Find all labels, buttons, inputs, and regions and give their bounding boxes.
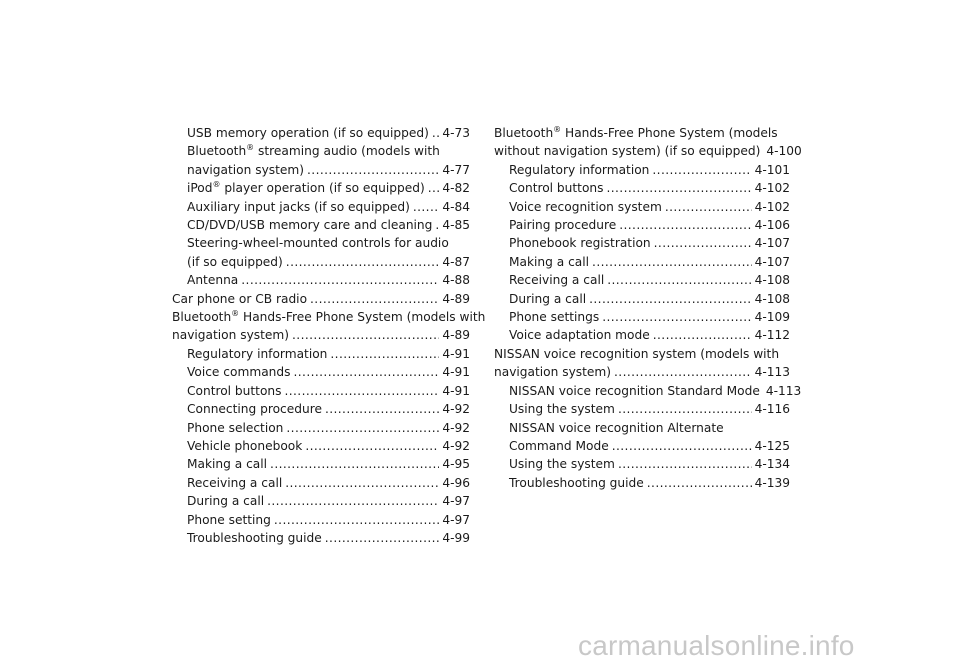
toc-column-left: [172, 124, 486, 547]
toc-entry[interactable]: [494, 253, 790, 271]
toc-entry[interactable]: [172, 419, 470, 437]
dot-leader: [618, 400, 752, 418]
toc-entry-title: Steering-wheel-mounted controls for audio: [187, 236, 449, 251]
toc-entry[interactable]: [172, 198, 470, 216]
toc-page-number: 4-113: [754, 365, 790, 380]
toc-page-number: 4-101: [754, 162, 790, 177]
toc-page-number: 4-96: [442, 475, 470, 490]
toc-entry[interactable]: [172, 529, 470, 547]
dot-leader: [325, 400, 439, 418]
toc-entry[interactable]: [494, 198, 790, 216]
toc-page-number: 4-89: [442, 291, 470, 306]
toc-page-number: 4-112: [754, 328, 790, 343]
toc-entry-title: navigation system): [172, 328, 290, 343]
toc-entry[interactable]: [172, 363, 470, 381]
toc-page-number: 4-77: [442, 162, 470, 177]
toc-entry[interactable]: [172, 179, 470, 197]
toc-page-number: 4-95: [442, 457, 470, 472]
toc-page-number: 4-106: [754, 218, 790, 233]
toc-entry[interactable]: [494, 271, 790, 289]
toc-page-number: 4-108: [754, 273, 790, 288]
toc-page-number: 4-91: [442, 365, 470, 380]
toc-entry[interactable]: [172, 455, 470, 473]
toc-entry-title: Voice commands: [187, 365, 291, 380]
toc-entry[interactable]: [172, 271, 470, 289]
toc-page-number: 4-97: [442, 512, 470, 527]
dot-leader: [286, 253, 440, 271]
toc-entry-title: navigation system): [187, 162, 305, 177]
toc-page-number: 4-102: [754, 199, 790, 214]
toc-entry-title: Phone settings: [509, 310, 600, 325]
toc-entry-title: Control buttons: [187, 383, 282, 398]
dot-leader: [589, 290, 751, 308]
dot-leader: [592, 253, 752, 271]
toc-entry-title: Bluetooth® streaming audio (models with: [187, 143, 440, 159]
toc-entry-title: Phonebook registration: [509, 236, 651, 251]
toc-entry-title: NISSAN voice recognition Alternate: [509, 420, 724, 435]
toc-page-number: 4-91: [442, 383, 470, 398]
toc-page-number: 4-82: [442, 181, 470, 196]
toc-entry-title: Phone setting: [187, 512, 271, 527]
toc-entry-title: Phone selection: [187, 420, 284, 435]
dot-leader: [618, 455, 752, 473]
toc-entry-title: navigation system): [494, 365, 612, 380]
dot-leader: [612, 437, 752, 455]
toc-page-number: 4-100: [766, 144, 802, 159]
toc-entry[interactable]: [494, 326, 790, 344]
toc-entry-title: Using the system: [509, 457, 615, 472]
toc-entry[interactable]: [494, 419, 790, 456]
toc-entry[interactable]: [494, 455, 790, 473]
toc-page-number: 4-113: [765, 383, 802, 398]
toc-entry-title: During a call: [509, 291, 587, 306]
toc-entry-title: Antenna: [187, 273, 239, 288]
toc-entry-title: Pairing procedure: [509, 218, 617, 233]
dot-leader: [325, 529, 440, 547]
toc-entry[interactable]: [172, 437, 470, 455]
toc-page-number: 4-85: [442, 218, 470, 233]
toc-page-number: 4-92: [442, 402, 470, 417]
dot-leader: [653, 326, 752, 344]
dot-leader: [285, 474, 439, 492]
toc-page-number: 4-134: [754, 457, 790, 472]
toc-entry[interactable]: [172, 234, 470, 271]
toc-entry[interactable]: [172, 474, 470, 492]
toc-entry-title: Connecting procedure: [187, 402, 322, 417]
dot-leader: [602, 308, 751, 326]
toc-page-number: 4-109: [754, 310, 790, 325]
toc-entry[interactable]: [172, 345, 470, 363]
toc-entry-title: Regulatory information: [509, 162, 650, 177]
toc-entry-title: Regulatory information: [187, 346, 328, 361]
dot-leader: [294, 363, 440, 381]
toc-entry-title: iPod® player operation (if so equipped): [187, 180, 425, 196]
dot-leader: [310, 290, 439, 308]
toc-entry[interactable]: [494, 345, 790, 382]
toc-entry[interactable]: [172, 124, 470, 142]
toc-entry-title: Making a call: [187, 457, 268, 472]
dot-leader: [284, 382, 439, 400]
toc-entry-title: Command Mode: [509, 438, 609, 453]
toc-entry-title: Troubleshooting guide: [187, 530, 322, 545]
toc-entry[interactable]: [172, 382, 470, 400]
toc-page-number: 4-116: [754, 402, 790, 417]
toc-entry-title: Troubleshooting guide: [509, 475, 644, 490]
toc-entry[interactable]: [494, 124, 802, 161]
toc-entry-title: NISSAN voice recognition Standard Mode: [509, 383, 760, 398]
dot-leader: [606, 179, 751, 197]
dot-leader: [435, 216, 439, 234]
dot-leader: [270, 455, 439, 473]
toc-entry[interactable]: [494, 474, 790, 492]
toc-entry[interactable]: [494, 382, 802, 400]
toc-page-number: 4-91: [442, 346, 470, 361]
dot-leader: [307, 161, 439, 179]
toc-entry-title: Vehicle phonebook: [187, 438, 303, 453]
toc-page-number: 4-102: [754, 181, 790, 196]
toc-page-number: 4-125: [754, 438, 790, 453]
toc-entry[interactable]: [172, 142, 470, 179]
toc-page-number: 4-84: [442, 199, 470, 214]
toc-entry[interactable]: [494, 290, 790, 308]
toc-entry-title: Car phone or CB radio: [172, 291, 308, 306]
toc-entry-title: USB memory operation (if so equipped): [187, 126, 429, 140]
toc-entry-title: Bluetooth® Hands-Free Phone System (models: [494, 125, 778, 140]
toc-page-number: 4-97: [442, 494, 470, 509]
toc-entry[interactable]: [494, 216, 790, 234]
dot-leader: [607, 271, 751, 289]
toc-entry-title: CD/DVD/USB memory care and cleaning: [187, 218, 433, 233]
dot-leader: [267, 492, 439, 510]
toc-entry[interactable]: [494, 308, 790, 326]
toc-entry-title: (if so equipped): [187, 254, 283, 269]
dot-leader: [614, 363, 752, 381]
dot-leader: [432, 124, 439, 142]
toc-entry-title: NISSAN voice recognition system (models with: [494, 346, 780, 361]
toc-page-number: 4-92: [442, 420, 470, 435]
toc-entry-title: Control buttons: [509, 181, 604, 196]
toc-page-number: 4-87: [442, 254, 470, 269]
toc-page-number: 4-99: [442, 530, 470, 545]
toc-entry[interactable]: [172, 400, 470, 418]
toc-entry-title: Making a call: [509, 254, 590, 269]
toc-entry-title: Receiving a call: [187, 475, 283, 490]
dot-leader: [241, 271, 439, 289]
toc-entry[interactable]: [494, 234, 790, 252]
toc-entry-title: without navigation system) (if so equipped): [494, 144, 761, 159]
toc-entry[interactable]: [172, 492, 470, 510]
toc-entry[interactable]: [172, 308, 486, 345]
toc-page-number: 4-139: [754, 475, 790, 490]
toc-page-number: 4-88: [442, 273, 470, 288]
dot-leader: [647, 474, 752, 492]
dot-leader: [413, 198, 439, 216]
toc-entry-title: Auxiliary input jacks (if so equipped): [187, 199, 410, 214]
toc-entry[interactable]: [494, 161, 790, 179]
dot-leader: [330, 345, 439, 363]
toc-page-number: 4-108: [754, 291, 790, 306]
toc-entry[interactable]: [494, 400, 790, 418]
toc-entry-title: During a call: [187, 494, 265, 509]
toc-entry-title: Voice adaptation mode: [509, 328, 650, 343]
dot-leader: [292, 326, 439, 344]
toc-page-number: 4-89: [442, 328, 470, 343]
toc-entry[interactable]: [172, 511, 470, 529]
dot-leader: [286, 419, 439, 437]
dot-leader: [305, 437, 439, 455]
toc-page-number: 4-107: [754, 236, 790, 251]
toc-entry[interactable]: [172, 290, 470, 308]
watermark-text: carmanualsonline.info: [578, 630, 855, 661]
toc-entry-title: Using the system: [509, 402, 615, 417]
toc-column-right: [494, 124, 802, 492]
toc-entry[interactable]: [172, 216, 470, 234]
dot-leader: [654, 234, 752, 252]
dot-leader: [428, 179, 440, 197]
toc-entry[interactable]: [494, 179, 790, 197]
toc-page-number: 4-73: [442, 126, 470, 140]
toc-page-number: 4-92: [442, 438, 470, 453]
dot-leader: [274, 511, 439, 529]
dot-leader: [619, 216, 751, 234]
dot-leader: [652, 161, 751, 179]
dot-leader: [665, 198, 752, 216]
toc-entry-title: Bluetooth® Hands-Free Phone System (models with: [172, 309, 486, 325]
toc-entry-title: Receiving a call: [509, 273, 605, 288]
toc-page-number: 4-107: [754, 254, 790, 269]
toc-entry-title: Voice recognition system: [509, 199, 662, 214]
